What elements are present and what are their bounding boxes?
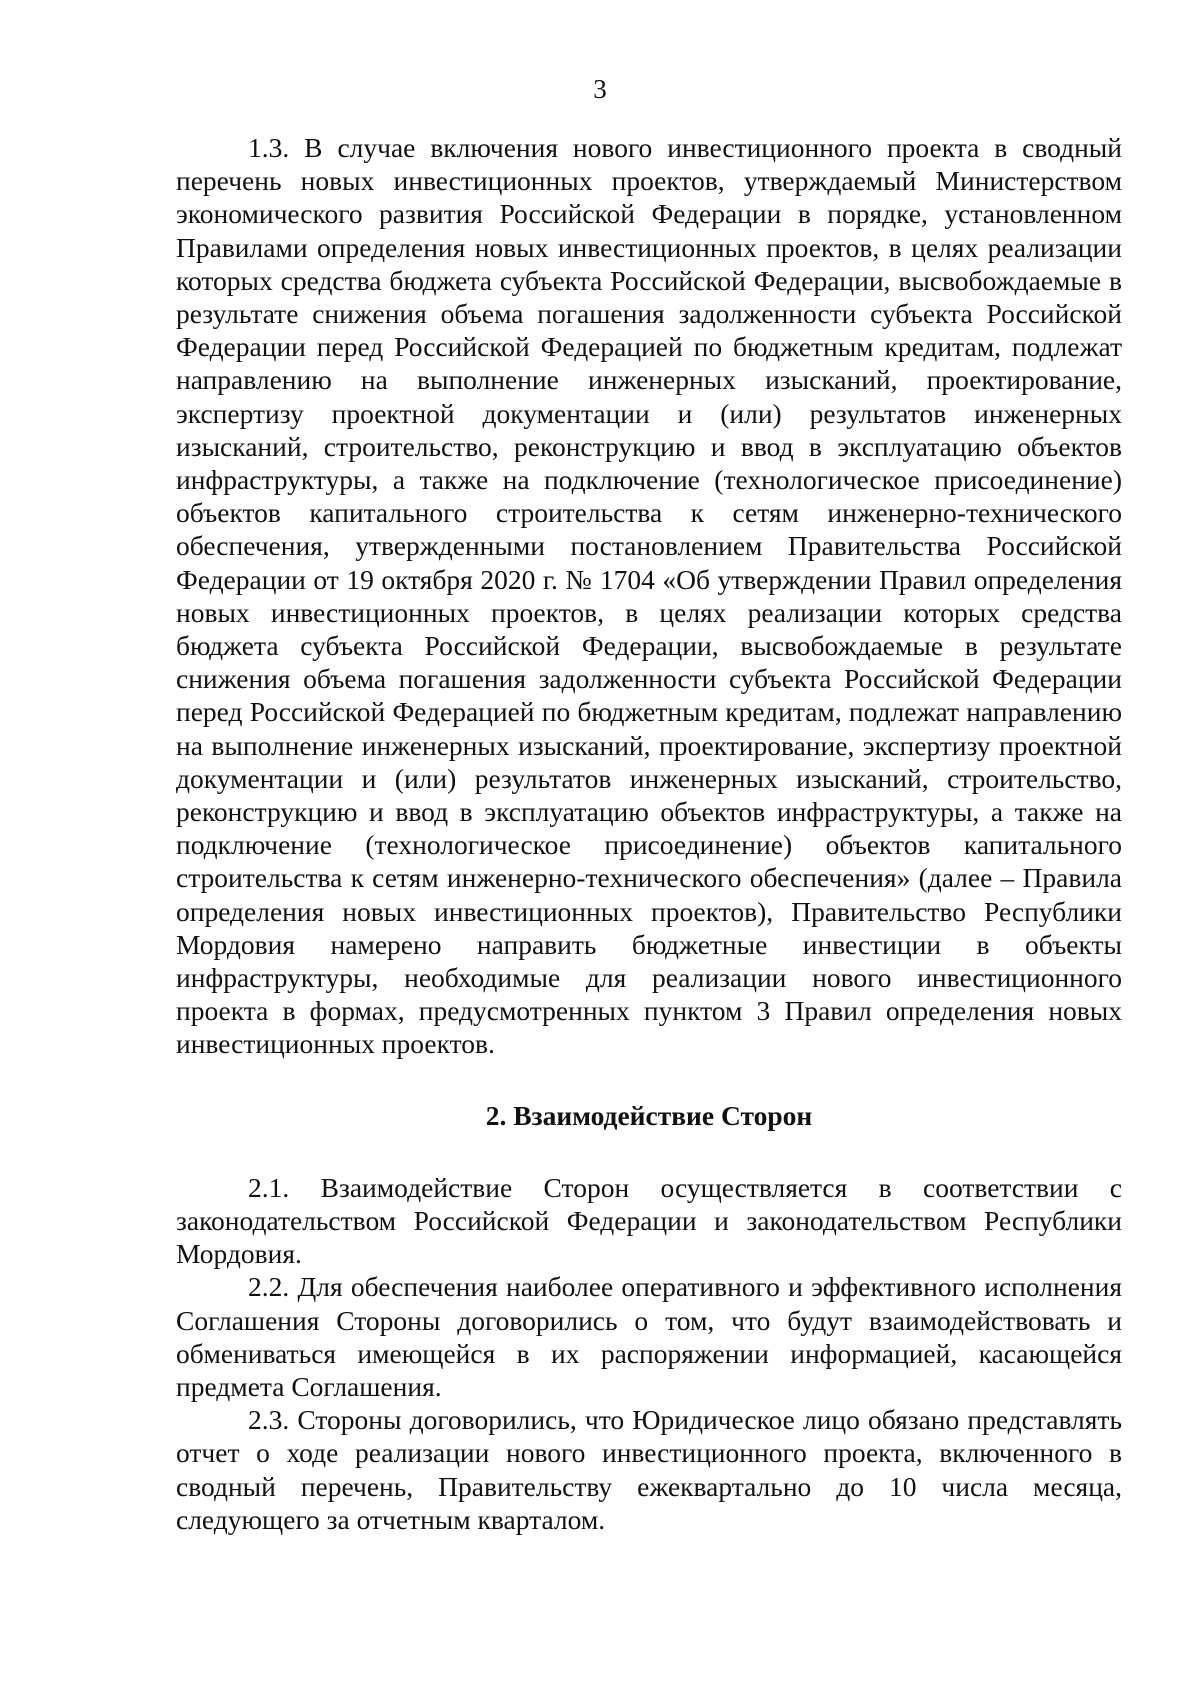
paragraph-2-1: 2.1. Взаимодействие Сторон осуществляется в соответствии с законодательством Российской Федерации и законодательством Республики Мордовия. xyxy=(176,1171,1122,1270)
section-2-heading: 2. Взаимодействие Сторон xyxy=(485,1099,813,1131)
page-number: 3 xyxy=(593,74,607,104)
document-body xyxy=(176,131,1122,1536)
paragraph-2-2: 2.2. Для обеспечения наиболее оперативного и эффективного исполнения Соглашения Стороны договорились о том, что будут взаимодействовать и обмениваться имеющейся в их распоряжении информацией, касающейся предмета Соглашения. xyxy=(176,1271,1122,1402)
paragraph-1-3: 1.3. В случае включения нового инвестиционного проекта в сводный перечень новых инвестиционных проектов, утверждаемый Министерством экономического развития Российской Федерации в порядке, установленном Правилами определения новых инвестиционных проектов, в целях реализации которых средства бюджета субъекта Российской Федерации, высвобождаемые в результате снижения объема погашения задолженности субъекта Российской Федерации перед Российской Федерацией по бюджетным кредитам, подлежат направлению на выполнение инженерных изысканий, проектирование, экспертизу проектной документации и (или) результатов инженерных изысканий, строительство, реконструкцию и ввод в эксплуатацию объектов инфраструктуры, а также на подключение (технологическое присоединение) объектов капитального строительства к сетям инженерно-технического обеспечения, утвержденными постановлением Правительства Российской Федерации от 19 октября 2020 г. № 1704 «Об утверждении Правил определения новых инвестиционных проектов, в целях реализации которых средства бюджета субъекта Российской Федерации, высвобождаемые в результате снижения объема погашения задолженности субъекта Российской Федерации перед Российской Федерацией по бюджетным кредитам, подлежат направлению на выполнение инженерных изысканий, проектирование, экспертизу проектной документации и (или) результатов инженерных изысканий, строительство, реконструкцию и ввод в эксплуатацию объектов инфраструктуры, а также на подключение (технологическое присоединение) объектов капитального строительства к сетям инженерно-технического обеспечения» (далее – Правила определения новых инвестиционных проектов), Правительство Республики Мордовия намерено направить бюджетные инвестиции в объекты инфраструктуры, необходимые для реализации нового инвестиционного проекта в формах, предусмотренных пунктом 3 Правил определения новых инвестиционных проектов. xyxy=(176,132,1122,1060)
paragraph-2-3: 2.3. Стороны договорились, что Юридическое лицо обязано представлять отчет о ходе реализации нового инвестиционного проекта, включенного в сводный перечень, Правительству ежеквартально до 10 числа месяца, следующего за отчетным кварталом. xyxy=(176,1404,1122,1535)
